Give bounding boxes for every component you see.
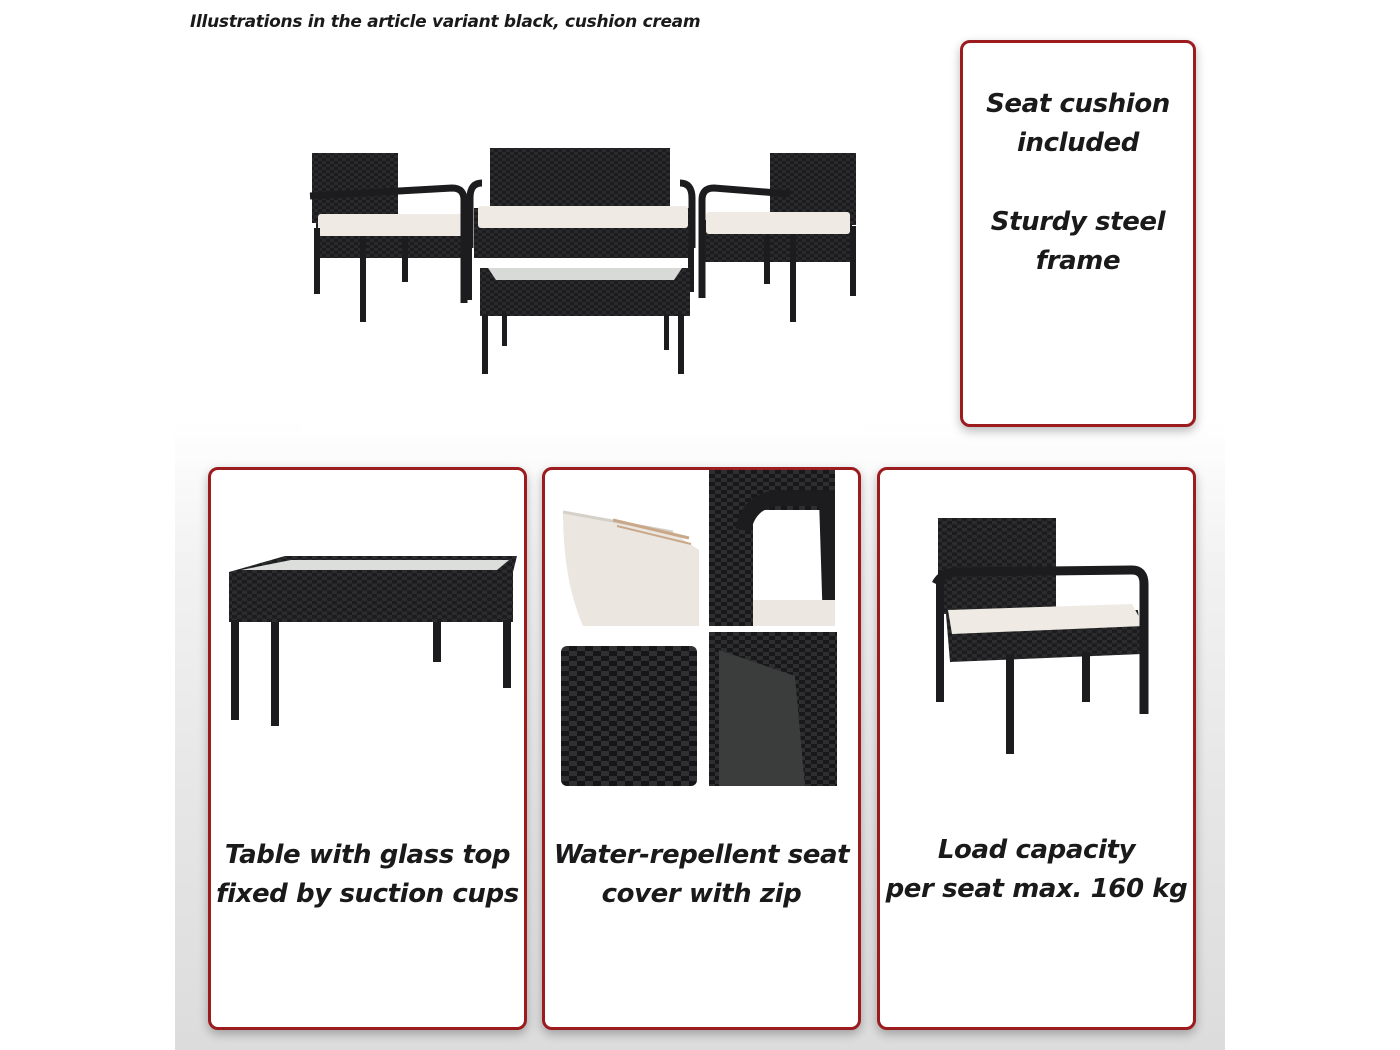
glass-corner-thumbnail [709,632,837,786]
coffee-table [480,268,690,374]
cushion-zip-thumbnail [553,500,699,626]
glass-corner-photo [709,632,837,786]
left-chair [310,153,466,322]
weave-closeup-thumbnail [561,646,697,786]
armchair-illustration [932,514,1152,758]
hero-product-image [302,128,864,436]
feature-seat-cushion-line2: included [1017,128,1139,158]
load-text-line1: Load capacity [937,835,1136,865]
glass-top-table-illustration [227,552,517,732]
feature-steel-frame-line1: Sturdy steel [990,207,1166,237]
table-card [208,467,527,1030]
armrest-thumbnail [709,470,835,626]
table-text-line2: fixed by suction cups [216,879,519,909]
armrest-photo [709,470,835,626]
feature-seat-cushion-line1: Seat cushion [986,89,1170,119]
cover-card [542,467,861,1030]
cushion-zip-photo [553,500,699,626]
cover-text-line2: cover with zip [601,879,802,909]
garden-set-illustration [302,128,864,436]
feature-steel-frame-line2: frame [1035,246,1121,276]
right-chair [702,153,856,322]
load-card [877,467,1196,1030]
table-text-line1: Table with glass top [224,840,511,870]
table-image [227,552,517,736]
load-text-line2: per seat max. 160 kg [885,874,1188,904]
features-card [960,40,1196,427]
image-caption: Illustrations in the article variant black, cushion cream [190,12,701,32]
chair-image [932,514,1152,762]
weave-closeup-photo [561,646,697,786]
cover-text-line1: Water-repellent seat [553,840,850,870]
